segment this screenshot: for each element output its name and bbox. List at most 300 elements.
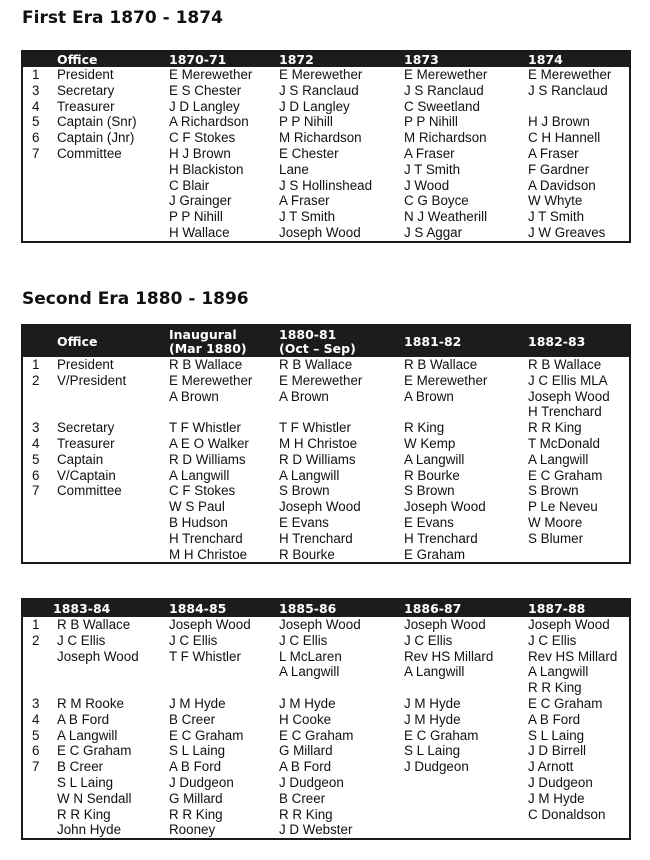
member-name: P P Nihill <box>404 114 458 130</box>
member-name: J S Ranclaud <box>404 82 484 98</box>
member-name: Rev HS Millard <box>528 648 618 664</box>
member-name: J C Ellis <box>57 632 106 648</box>
member-name: J D Webster <box>279 822 353 838</box>
table-row <box>23 373 629 389</box>
member-name: M H Christoe <box>279 435 358 451</box>
row-number <box>23 515 55 531</box>
member-name: W Moore <box>528 514 583 530</box>
era2b-year-header: 1885-86 <box>275 600 400 617</box>
member-name: R D Williams <box>169 451 246 467</box>
table-row <box>23 452 629 468</box>
era2b-header-row <box>23 600 629 617</box>
member-name: G Millard <box>279 743 333 759</box>
office-name: President <box>57 357 114 372</box>
member-name: J C Ellis <box>404 632 453 648</box>
member-name: T F Whistler <box>169 648 241 664</box>
member-name: Joseph Wood <box>279 617 361 632</box>
era1-table-body <box>23 67 629 241</box>
member-name <box>165 664 275 680</box>
table-row <box>23 67 629 83</box>
office-name: Captain (Jnr) <box>57 130 135 146</box>
table-row <box>23 83 629 99</box>
member-name: J M Hyde <box>528 790 585 806</box>
member-name: John Hyde <box>57 822 122 838</box>
row-number <box>23 531 55 547</box>
member-name: C G Boyce <box>404 193 469 209</box>
member-name: E Merewether <box>528 67 612 82</box>
member-name: E C Graham <box>279 727 354 743</box>
era1-year-header: 1872 <box>275 52 400 67</box>
office-name: Captain (Snr) <box>57 114 137 130</box>
member-name: W Kemp <box>404 435 456 451</box>
table-row <box>23 743 629 759</box>
member-name: A B Ford <box>169 759 222 775</box>
member-name: S L Laing <box>404 743 461 759</box>
era1-header-row <box>23 52 629 67</box>
member-name <box>55 664 165 680</box>
member-name: A Davidson <box>528 177 596 193</box>
member-name: J S Ranclaud <box>279 82 359 98</box>
table-row <box>23 404 629 420</box>
row-number <box>23 209 55 225</box>
member-name: R M Rooke <box>57 695 124 711</box>
member-name: C Sweetland <box>404 98 480 114</box>
table-row <box>23 420 629 436</box>
row-number: 3 <box>32 695 40 711</box>
member-name: J Dudgeon <box>528 774 593 790</box>
row-number <box>23 389 55 405</box>
table-row <box>23 357 629 373</box>
era2-year-line1: Inaugural <box>169 326 237 342</box>
era2-table-body <box>23 357 629 562</box>
member-name: H Cooke <box>279 711 332 727</box>
era2b-year-header: 1883-84 <box>23 600 165 617</box>
era1-year-header: 1873 <box>400 52 524 67</box>
member-name: F Gardner <box>528 161 590 177</box>
member-name: J S Ranclaud <box>528 82 608 98</box>
row-number <box>23 404 55 420</box>
member-name: Joseph Wood <box>279 224 361 240</box>
era1-num-header <box>23 52 55 67</box>
era2-year-header <box>275 326 400 357</box>
member-name: A Langwill <box>169 467 230 483</box>
row-number <box>23 664 55 680</box>
member-name: A E O Walker <box>169 435 249 451</box>
table-row <box>23 389 629 405</box>
table-row <box>23 807 629 823</box>
member-name: E Chester <box>279 145 339 161</box>
member-name <box>524 99 629 115</box>
member-name: R D Williams <box>279 451 356 467</box>
member-name: S L Laing <box>528 727 585 743</box>
member-name: Joseph Wood <box>404 617 486 632</box>
member-name: R R King <box>528 420 582 436</box>
row-number: 4 <box>32 98 40 114</box>
office-name <box>55 547 165 563</box>
member-name: A B Ford <box>57 711 110 727</box>
member-name: J Dudgeon <box>169 774 234 790</box>
table-row <box>23 759 629 775</box>
row-number: 1 <box>32 67 40 82</box>
row-number <box>23 499 55 515</box>
member-name: Joseph Wood <box>404 499 486 515</box>
office-name: Secretary <box>57 420 115 436</box>
member-name: H J Brown <box>528 114 590 130</box>
member-name: S Brown <box>279 483 330 499</box>
era2-year-header <box>524 326 629 357</box>
row-number: 6 <box>32 743 40 759</box>
member-name: Lane <box>279 161 309 177</box>
table-row <box>23 225 629 241</box>
office-name: V/President <box>57 372 127 388</box>
table-row <box>23 791 629 807</box>
row-number <box>23 775 55 791</box>
member-name: H Blackiston <box>169 161 244 177</box>
member-name: N J Weatherill <box>404 209 488 225</box>
member-name: H J Brown <box>169 145 231 161</box>
member-name: B Creer <box>279 790 326 806</box>
table-row <box>23 633 629 649</box>
member-name: E C Graham <box>528 695 603 711</box>
member-name <box>165 680 275 696</box>
member-name: R King <box>404 420 445 436</box>
member-name: E Merewether <box>169 67 253 82</box>
office-name: Treasurer <box>57 98 115 114</box>
member-name: R Bourke <box>404 467 460 483</box>
member-name: A Langwill <box>57 727 118 743</box>
member-name: E C Graham <box>57 743 132 759</box>
member-name: R R King <box>169 806 223 822</box>
table-row <box>23 468 629 484</box>
member-name: R B Wallace <box>279 357 353 372</box>
member-name: B Creer <box>57 759 104 775</box>
member-name: H Trenchard <box>528 404 602 420</box>
row-number <box>23 680 55 696</box>
member-name: L McLaren <box>279 648 342 664</box>
member-name: J Wood <box>404 177 450 193</box>
table-row <box>23 209 629 225</box>
member-name: A Langwill <box>528 664 589 680</box>
member-name: E C Graham <box>528 467 603 483</box>
era2-year-line1: 1882-83 <box>528 333 586 349</box>
member-name: G Millard <box>169 790 223 806</box>
member-name: P P Nihill <box>169 209 223 225</box>
era2-year-header <box>400 326 524 357</box>
member-name: J S Hollinshead <box>279 177 373 193</box>
member-name: A Langwill <box>404 664 465 680</box>
member-name: A Brown <box>404 388 454 404</box>
member-name: J C Ellis MLA <box>528 372 608 388</box>
member-name: R R King <box>528 680 582 696</box>
table-row <box>23 680 629 696</box>
row-number: 7 <box>32 483 40 499</box>
member-name: P Le Neveu <box>528 499 598 515</box>
office-name: Committee <box>57 145 122 161</box>
table-row <box>23 649 629 665</box>
member-name: H Trenchard <box>169 530 243 546</box>
member-name: R B Wallace <box>404 357 478 372</box>
table-row <box>23 436 629 452</box>
member-name: J C Ellis <box>169 632 218 648</box>
era2-office-header: Office <box>55 326 165 357</box>
row-number: 2 <box>32 632 40 648</box>
row-number: 6 <box>32 130 40 146</box>
member-name: T F Whistler <box>169 420 241 436</box>
row-number: 3 <box>32 420 40 436</box>
member-name: J Grainger <box>169 193 232 209</box>
table-row <box>23 515 629 531</box>
member-name: Rooney <box>169 822 216 838</box>
table-row <box>23 483 629 499</box>
member-name: S L Laing <box>169 743 226 759</box>
member-name <box>400 822 524 838</box>
member-name: A Brown <box>169 388 219 404</box>
member-name: B Hudson <box>169 514 228 530</box>
table-row <box>23 547 629 563</box>
member-name: P P Nihill <box>279 114 333 130</box>
row-number <box>23 178 55 194</box>
member-name: C F Stokes <box>169 483 236 499</box>
member-name: J D Langley <box>279 98 350 114</box>
row-number: 4 <box>32 711 40 727</box>
member-name: J C Ellis <box>279 632 328 648</box>
member-name: H Trenchard <box>279 530 353 546</box>
member-name: J D Birrell <box>528 743 587 759</box>
member-name: J D Langley <box>169 98 240 114</box>
member-name: C F Stokes <box>169 130 236 146</box>
row-number <box>23 822 55 838</box>
member-name: A Langwill <box>279 664 340 680</box>
table-row <box>23 162 629 178</box>
member-name: J M Hyde <box>169 695 226 711</box>
era1-year-header: 1870-71 <box>165 52 275 67</box>
member-name: C Blair <box>169 177 210 193</box>
member-name <box>275 680 400 696</box>
member-name: M H Christoe <box>169 546 248 562</box>
member-name: R Bourke <box>279 546 335 562</box>
member-name: J W Greaves <box>528 224 606 240</box>
member-name: A Richardson <box>169 114 249 130</box>
member-name: E Merewether <box>279 67 363 82</box>
member-name: S Brown <box>528 483 579 499</box>
member-name: A B Ford <box>279 759 332 775</box>
era2-year-line2: (Mar 1880) <box>169 340 247 356</box>
member-name: E Merewether <box>279 372 363 388</box>
member-name: Joseph Wood <box>169 617 251 632</box>
row-number: 3 <box>32 82 40 98</box>
table-row <box>23 114 629 130</box>
row-number: 5 <box>32 451 40 467</box>
office-name <box>55 389 165 405</box>
member-name: E Merewether <box>404 372 488 388</box>
member-name <box>400 404 524 420</box>
member-name <box>524 822 629 838</box>
member-name: E Evans <box>404 514 454 530</box>
member-name: Rev HS Millard <box>404 648 494 664</box>
era1-office-header: Office <box>55 52 165 67</box>
member-name <box>400 807 524 823</box>
table-row <box>23 664 629 680</box>
member-name: Joseph Wood <box>528 388 610 404</box>
member-name: S Blumer <box>528 530 584 546</box>
member-name: A Langwill <box>279 467 340 483</box>
member-name: A Fraser <box>279 193 330 209</box>
row-number: 6 <box>32 467 40 483</box>
table-row <box>23 728 629 744</box>
member-name: Joseph Wood <box>57 648 139 664</box>
member-name: C H Hannell <box>528 130 601 146</box>
office-name <box>55 499 165 515</box>
member-name: J S Aggar <box>404 224 463 240</box>
era2-year-header <box>165 326 275 357</box>
table-row <box>23 822 629 838</box>
member-name: J M Hyde <box>404 711 461 727</box>
row-number <box>23 193 55 209</box>
row-number <box>23 807 55 823</box>
member-name: J M Hyde <box>404 695 461 711</box>
era2b-year-header: 1887-88 <box>524 600 629 617</box>
member-name: E Evans <box>279 514 329 530</box>
member-name: J T Smith <box>279 209 336 225</box>
member-name: E C Graham <box>404 727 479 743</box>
era2-header-row <box>23 326 629 357</box>
member-name <box>400 775 524 791</box>
era2-continued-table <box>21 598 631 840</box>
member-name: J Arnott <box>528 759 574 775</box>
member-name: E Merewether <box>169 372 253 388</box>
office-name: Secretary <box>57 82 115 98</box>
office-name <box>55 404 165 420</box>
era2-year-line1: 1880-81 <box>279 326 337 342</box>
member-name <box>165 404 275 420</box>
member-name: A Langwill <box>528 451 589 467</box>
member-name: A Fraser <box>404 145 455 161</box>
member-name: Joseph Wood <box>528 617 610 632</box>
member-name: A Langwill <box>404 451 465 467</box>
member-name: W N Sendall <box>57 790 132 806</box>
member-name: R B Wallace <box>528 357 602 372</box>
office-name: President <box>57 67 114 82</box>
office-name <box>55 178 165 194</box>
era1-table <box>21 50 631 243</box>
office-name: Committee <box>57 483 122 499</box>
member-name: Joseph Wood <box>279 499 361 515</box>
era2-num-header <box>23 326 55 357</box>
table-row <box>23 617 629 633</box>
member-name: A Fraser <box>528 145 579 161</box>
row-number: 7 <box>32 145 40 161</box>
member-name <box>524 547 629 563</box>
era1-title: First Era 1870 - 1874 <box>22 8 223 28</box>
office-name: Captain <box>57 451 104 467</box>
office-name <box>55 515 165 531</box>
era2b-table-body <box>23 617 629 838</box>
table-row <box>23 130 629 146</box>
member-name: R R King <box>57 806 111 822</box>
member-name: S L Laing <box>57 774 114 790</box>
era2-table <box>21 324 631 564</box>
table-row <box>23 146 629 162</box>
member-name: E Graham <box>404 546 466 562</box>
row-number: 5 <box>32 114 40 130</box>
member-name: W Whyte <box>528 193 583 209</box>
member-name: H Trenchard <box>404 530 478 546</box>
table-row <box>23 531 629 547</box>
row-number: 5 <box>32 727 40 743</box>
member-name: T F Whistler <box>279 420 351 436</box>
table-row <box>23 499 629 515</box>
member-name: R R King <box>279 806 333 822</box>
row-number: 7 <box>32 759 40 775</box>
member-name: R B Wallace <box>57 617 131 632</box>
row-number: 1 <box>32 357 40 372</box>
member-name: E Merewether <box>404 67 488 82</box>
era2-year-line1: 1881-82 <box>404 333 462 349</box>
row-number <box>23 791 55 807</box>
member-name: C Donaldson <box>528 806 606 822</box>
table-row <box>23 775 629 791</box>
member-name: M Richardson <box>404 130 487 146</box>
era2-year-line2: (Oct – Sep) <box>279 340 356 356</box>
row-number: 2 <box>32 372 40 388</box>
table-row <box>23 712 629 728</box>
office-name: Treasurer <box>57 435 115 451</box>
office-name <box>55 531 165 547</box>
row-number: 4 <box>32 435 40 451</box>
member-name: J Dudgeon <box>279 774 344 790</box>
office-name <box>55 193 165 209</box>
member-name: T McDonald <box>528 435 600 451</box>
member-name: J T Smith <box>404 161 461 177</box>
member-name: B Creer <box>169 711 216 727</box>
member-name <box>275 404 400 420</box>
member-name: J T Smith <box>528 209 585 225</box>
table-row <box>23 99 629 115</box>
row-number: 1 <box>32 617 40 632</box>
member-name <box>55 680 165 696</box>
member-name: W S Paul <box>169 499 225 515</box>
office-name <box>55 225 165 241</box>
member-name: J M Hyde <box>279 695 336 711</box>
office-name <box>55 209 165 225</box>
member-name: J C Ellis <box>528 632 577 648</box>
member-name: S Brown <box>404 483 455 499</box>
row-number <box>23 162 55 178</box>
member-name: A B Ford <box>528 711 581 727</box>
member-name <box>400 791 524 807</box>
member-name: E C Graham <box>169 727 244 743</box>
member-name: J Dudgeon <box>404 759 469 775</box>
member-name: A Brown <box>279 388 329 404</box>
member-name <box>400 680 524 696</box>
office-name <box>55 162 165 178</box>
era2b-year-header: 1886-87 <box>400 600 524 617</box>
era2-title: Second Era 1880 - 1896 <box>22 289 249 309</box>
table-row <box>23 193 629 209</box>
member-name: R B Wallace <box>169 357 243 372</box>
member-name: H Wallace <box>169 224 230 240</box>
table-row <box>23 696 629 712</box>
table-row <box>23 178 629 194</box>
era2b-year-header: 1884-85 <box>165 600 275 617</box>
member-name: E S Chester <box>169 82 242 98</box>
row-number <box>23 649 55 665</box>
row-number <box>23 547 55 563</box>
office-name: V/Captain <box>57 467 116 483</box>
member-name: M Richardson <box>279 130 362 146</box>
era1-year-header: 1874 <box>524 52 629 67</box>
row-number <box>23 225 55 241</box>
